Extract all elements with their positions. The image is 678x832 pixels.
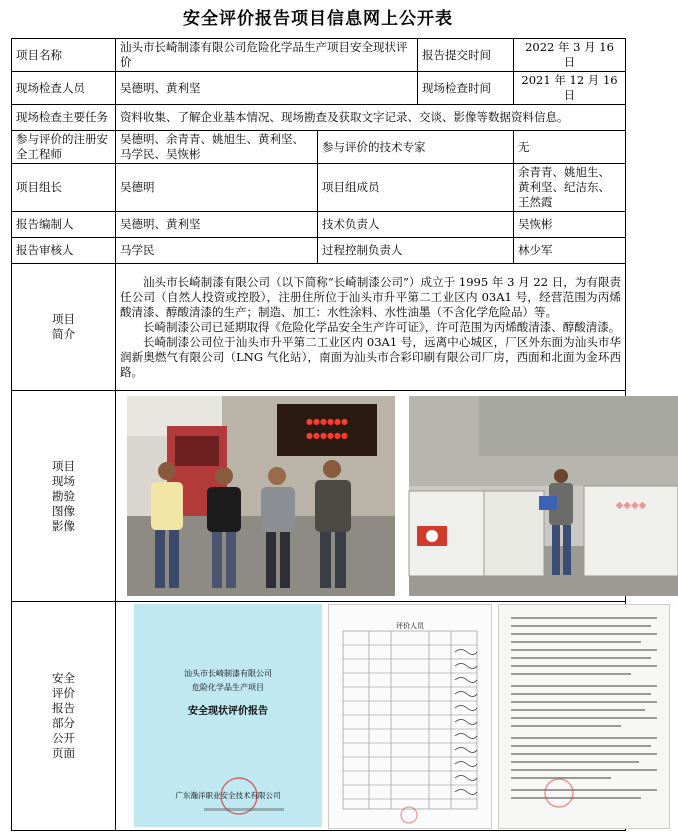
row-intro: [12, 264, 626, 391]
page-title: 安全评价报告项目信息网上公开表: [183, 9, 453, 29]
svg-text:●●●●●●: ●●●●●●: [306, 431, 348, 440]
members-value: 余青青、姚旭生、黄利坚、纪洁东、王然霞: [514, 164, 626, 212]
engineers-label: 参与评价的注册安全工程师: [12, 131, 116, 164]
conclusion-page-scan: [498, 604, 670, 829]
intro-body: [116, 264, 626, 391]
experts-label: 参与评价的技术专家: [318, 131, 514, 164]
members-label: 项目组成员: [318, 164, 514, 212]
inspectors-label: 现场检查人员: [12, 72, 116, 105]
team-photo: [127, 396, 395, 596]
svg-text:◆◆◆◆: ◆◆◆◆: [615, 500, 647, 511]
photos-label: [12, 391, 116, 602]
intro-label: [12, 264, 116, 391]
inspect-time-label: 现场检查时间: [418, 72, 514, 105]
reviewer-label: 报告审核人: [12, 238, 116, 264]
cover-company: 汕头市长崎制漆有限公司: [184, 669, 272, 678]
inspect-time-value: 2021 年 12 月 16 日: [514, 72, 626, 105]
row-reviewer: [12, 238, 626, 264]
cover-project: 危险化学品生产项目: [192, 683, 264, 692]
process-label: 过程控制负责人: [318, 238, 514, 264]
row-engineers: [12, 131, 626, 164]
conclusion-page-image: [499, 605, 669, 828]
intro-paragraph-1: 汕头市长崎制漆有限公司（以下简称“长崎制漆公司”）成立于 1995 年 3 月 22 日，为有限责任公司（自然人投资或控股），注册住所位于汕头市升平第二工业区内 03A1 号，经营范围为丙烯酸清漆、醇酸清漆的生产；制造、加工：水性涂料、水性油墨（不含化学危险品）等。: [120, 274, 621, 319]
project-name-label: 项目名称: [12, 39, 116, 72]
report-cover-scan: [134, 604, 322, 827]
submit-time-value: 2022 年 3 月 16 日: [514, 39, 626, 72]
row-scans: [12, 602, 626, 831]
scans-cell: [116, 602, 626, 831]
row-tasks: [12, 105, 626, 131]
experts-value: 无: [514, 131, 626, 164]
signature-page-title: 评价人员: [396, 622, 424, 630]
info-table: [11, 38, 647, 831]
intro-label-text: 项目简介: [52, 312, 75, 341]
row-leader: [12, 164, 626, 212]
submit-time-label: 报告提交时间: [418, 39, 514, 72]
tasks-label: 现场检查主要任务: [12, 105, 116, 131]
intro-paragraph-3: 长崎制漆公司位于汕头市升平第二工业区内 03A1 号，远离中心城区，厂区外东面为汕头市华润新奥燃气有限公司（LNG 气化站），南面为汕头市合彩印刷有限公司厂房，西面和北面为金环西路。: [120, 334, 621, 379]
team-photo-image: [127, 396, 395, 596]
scans-label-text: 安全评价报告部分公开页面: [52, 671, 75, 760]
cover-title: 安全现状评价报告: [188, 706, 268, 717]
site-photo: [409, 396, 678, 596]
tech-value: 吴恢彬: [514, 212, 626, 238]
scans-label: [12, 602, 116, 831]
tech-label: 技术负责人: [318, 212, 514, 238]
tasks-value: 资料收集、了解企业基本情况、现场勘查及获取文字记录、交谈、影像等数据资料信息。: [116, 105, 626, 131]
reviewer-value: 马学民: [116, 238, 318, 264]
signature-page-scan: [328, 604, 492, 829]
signature-table: [329, 605, 491, 828]
photos-label-text: 项目现场勘验图像影像: [52, 458, 75, 533]
leader-value: 吴德明: [116, 164, 318, 212]
project-name-value: 汕头市长崎制漆有限公司危险化学品生产项目安全现状评价: [116, 39, 418, 72]
writers-label: 报告编制人: [12, 212, 116, 238]
svg-text:●●●●●●: ●●●●●●: [306, 417, 348, 426]
row-writers: [12, 212, 626, 238]
site-photo-image: [409, 396, 678, 596]
intro-paragraph-2: 长崎制漆公司已延期取得《危险化学品安全生产许可证》，许可范围为丙烯酸清漆、醇酸清漆。: [143, 319, 621, 334]
cover-org: 广东瀚洋职业安全技术有限公司: [175, 791, 281, 800]
row-inspectors: [12, 72, 626, 105]
row-photos: [12, 391, 626, 602]
inspectors-value: 吴德明、黄利坚: [116, 72, 418, 105]
writers-value: 吴德明、黄利坚: [116, 212, 318, 238]
leader-label: 项目组长: [12, 164, 116, 212]
engineers-value: 吴德明、余青青、姚旭生、黄利坚、马学民、吴恢彬: [116, 131, 318, 164]
row-project-name: [12, 39, 626, 72]
photos-cell: [116, 391, 647, 602]
process-value: 林少军: [514, 238, 626, 264]
